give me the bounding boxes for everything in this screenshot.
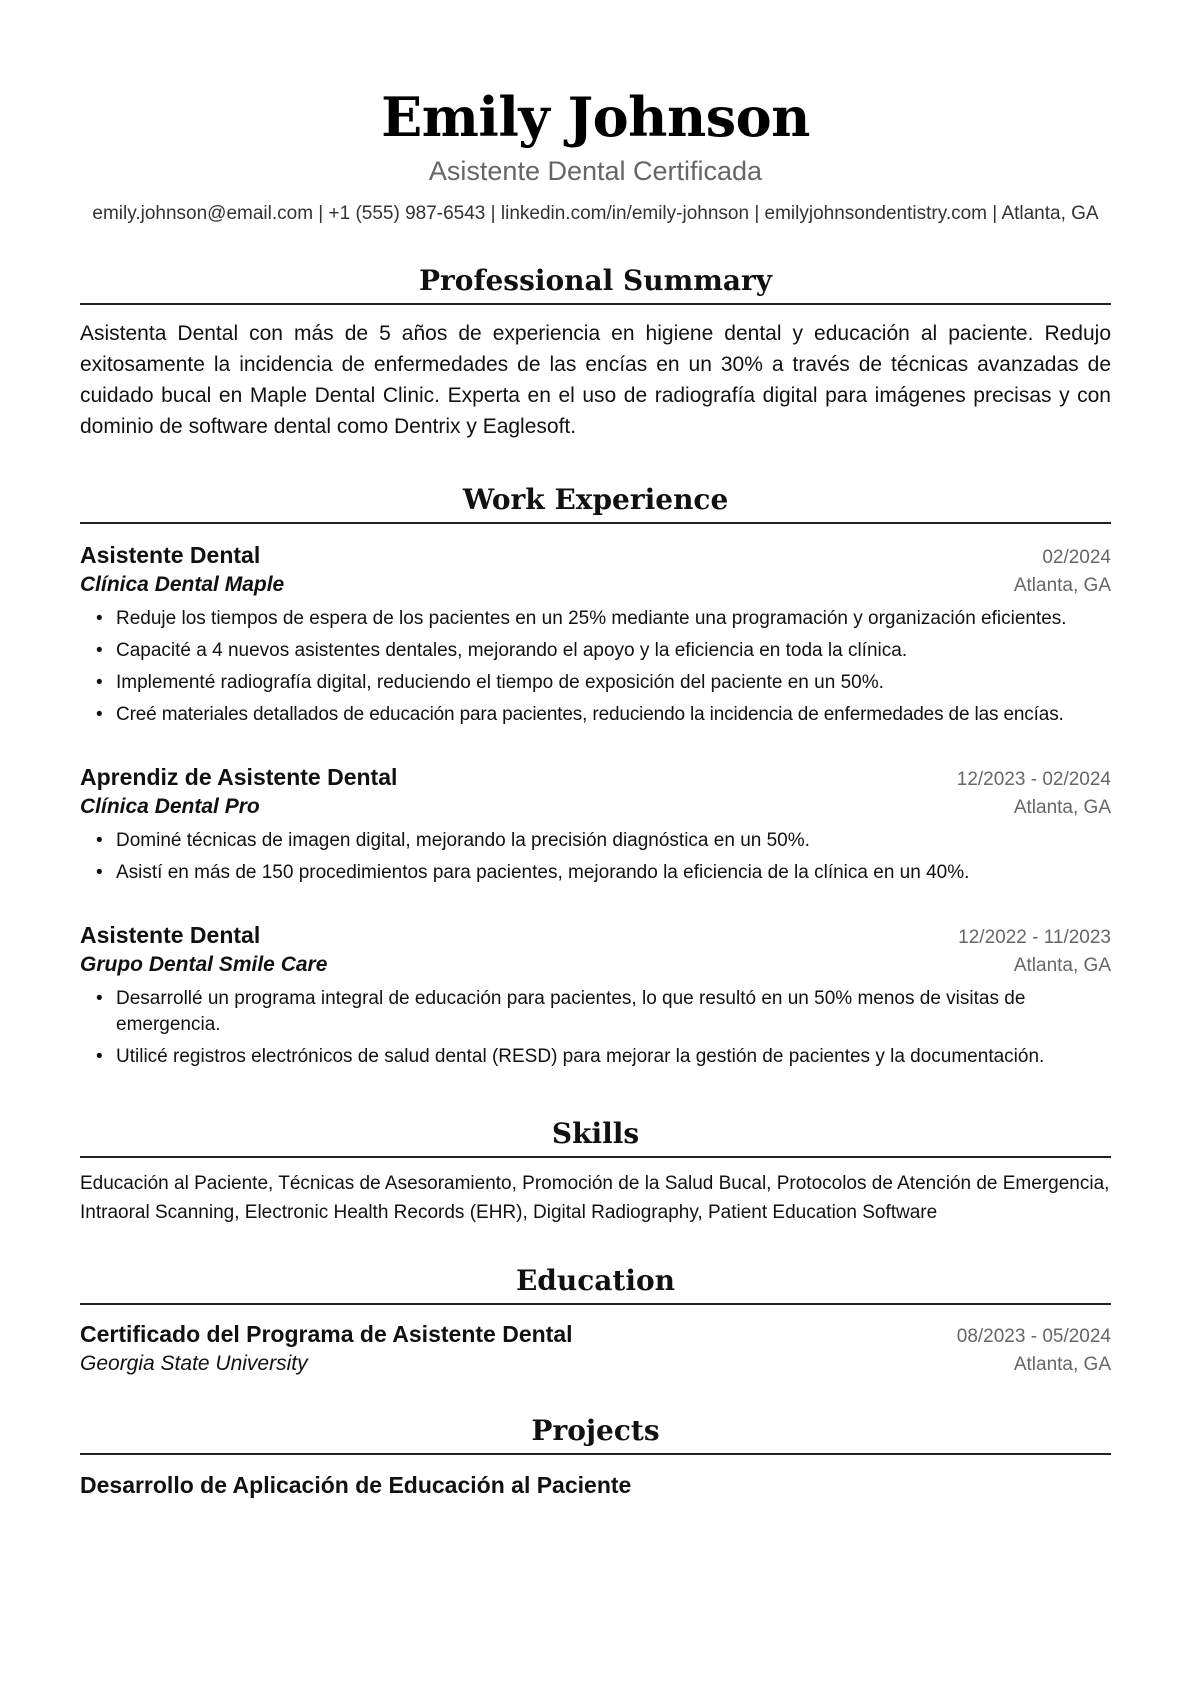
education-school: Georgia State University bbox=[80, 1352, 308, 1375]
job-bullet: • Dominé técnicas de imagen digital, mejorando la precisión diagnóstica en un 50%. bbox=[116, 828, 1111, 854]
job-date: 12/2023 - 02/2024 bbox=[956, 769, 1111, 790]
job-entry bbox=[80, 540, 1111, 728]
education-location: Atlanta, GA bbox=[1013, 1354, 1111, 1375]
skills-text: Educación al Paciente, Técnicas de Asesoramiento, Promoción de la Salud Bucal, Protocolos de Atención de Emergencia, Intraoral Scanning, Electronic Health Records (EHR), Digital Radiography, Patient Education Software bbox=[80, 1173, 1110, 1223]
job-title: Asistente Dental bbox=[80, 542, 261, 568]
job-bullet: • Utilicé registros electrónicos de salud dental (RESD) para mejorar la gestión de pacientes y la documentación. bbox=[116, 1044, 1111, 1070]
job-entry bbox=[80, 762, 1111, 886]
summary-text: Asistenta Dental con más de 5 años de experiencia en higiene dental y educación al paciente. Redujo exitosamente la incidencia de enfermedades de las encías en un 30% a través de técnicas avanzadas de cuidado bucal en Maple Dental Clinic. Experta en el uso de radiografía digital para imágenes precisas y con dominio de software dental como Dentrix y Eaglesoft. bbox=[80, 322, 1111, 438]
candidate-name: Emily Johnson bbox=[381, 85, 810, 149]
project-title: Desarrollo de Aplicación de Educación al Paciente bbox=[80, 1472, 632, 1498]
job-bullets bbox=[80, 986, 1111, 1070]
job-location: Atlanta, GA bbox=[1013, 797, 1111, 818]
job-company: Grupo Dental Smile Care bbox=[80, 953, 328, 976]
job-bullet: • Asistí en más de 150 procedimientos para pacientes, mejorando la eficiencia de la clínica en un 40%. bbox=[116, 860, 1111, 886]
contact-line: emily.johnson@email.com | +1 (555) 987-6543 | linkedin.com/in/emily-johnson | emilyjohnsondentistry.com | Atlanta, GA bbox=[92, 203, 1099, 224]
resume-page bbox=[80, 0, 1111, 1500]
job-bullets bbox=[80, 828, 1111, 886]
job-company: Clínica Dental Pro bbox=[80, 795, 260, 818]
job-entry bbox=[80, 920, 1111, 1070]
job-bullet: • Reduje los tiempos de espera de los pacientes en un 25% mediante una programación y organización eficientes. bbox=[116, 606, 1111, 632]
education-date: 08/2023 - 05/2024 bbox=[956, 1326, 1111, 1347]
candidate-role: Asistente Dental Certificada bbox=[428, 156, 763, 186]
job-bullet: • Creé materiales detallados de educación para pacientes, reduciendo la incidencia de enfermedades de las encías. bbox=[116, 702, 1111, 728]
section-title-work-experience: Work Experience bbox=[80, 482, 1111, 524]
job-bullet: • Capacité a 4 nuevos asistentes dentales, mejorando el apoyo y la eficiencia en toda la clínica. bbox=[116, 638, 1111, 664]
job-bullets bbox=[80, 606, 1111, 728]
job-location: Atlanta, GA bbox=[1013, 955, 1111, 976]
education-degree: Certificado del Programa de Asistente Dental bbox=[80, 1321, 573, 1347]
job-title: Aprendiz de Asistente Dental bbox=[80, 764, 398, 790]
job-date: 12/2022 - 11/2023 bbox=[958, 927, 1111, 948]
section-title-skills: Skills bbox=[80, 1116, 1111, 1158]
job-bullet: • Implementé radiografía digital, reduciendo el tiempo de exposición del paciente en un 50%. bbox=[116, 670, 1111, 696]
job-title: Asistente Dental bbox=[80, 922, 261, 948]
section-title-summary: Professional Summary bbox=[80, 263, 1111, 305]
job-company: Clínica Dental Maple bbox=[80, 573, 285, 596]
resume-header bbox=[80, 0, 1111, 225]
job-bullet: • Desarrollé un programa integral de educación para pacientes, lo que resultó en un 50% menos de visitas de emergencia. bbox=[116, 986, 1111, 1038]
job-location: Atlanta, GA bbox=[1013, 575, 1111, 596]
section-title-education: Education bbox=[80, 1263, 1111, 1305]
job-date: 02/2024 bbox=[1042, 547, 1111, 568]
education-entry bbox=[80, 1319, 1111, 1379]
section-title-projects: Projects bbox=[80, 1413, 1111, 1455]
